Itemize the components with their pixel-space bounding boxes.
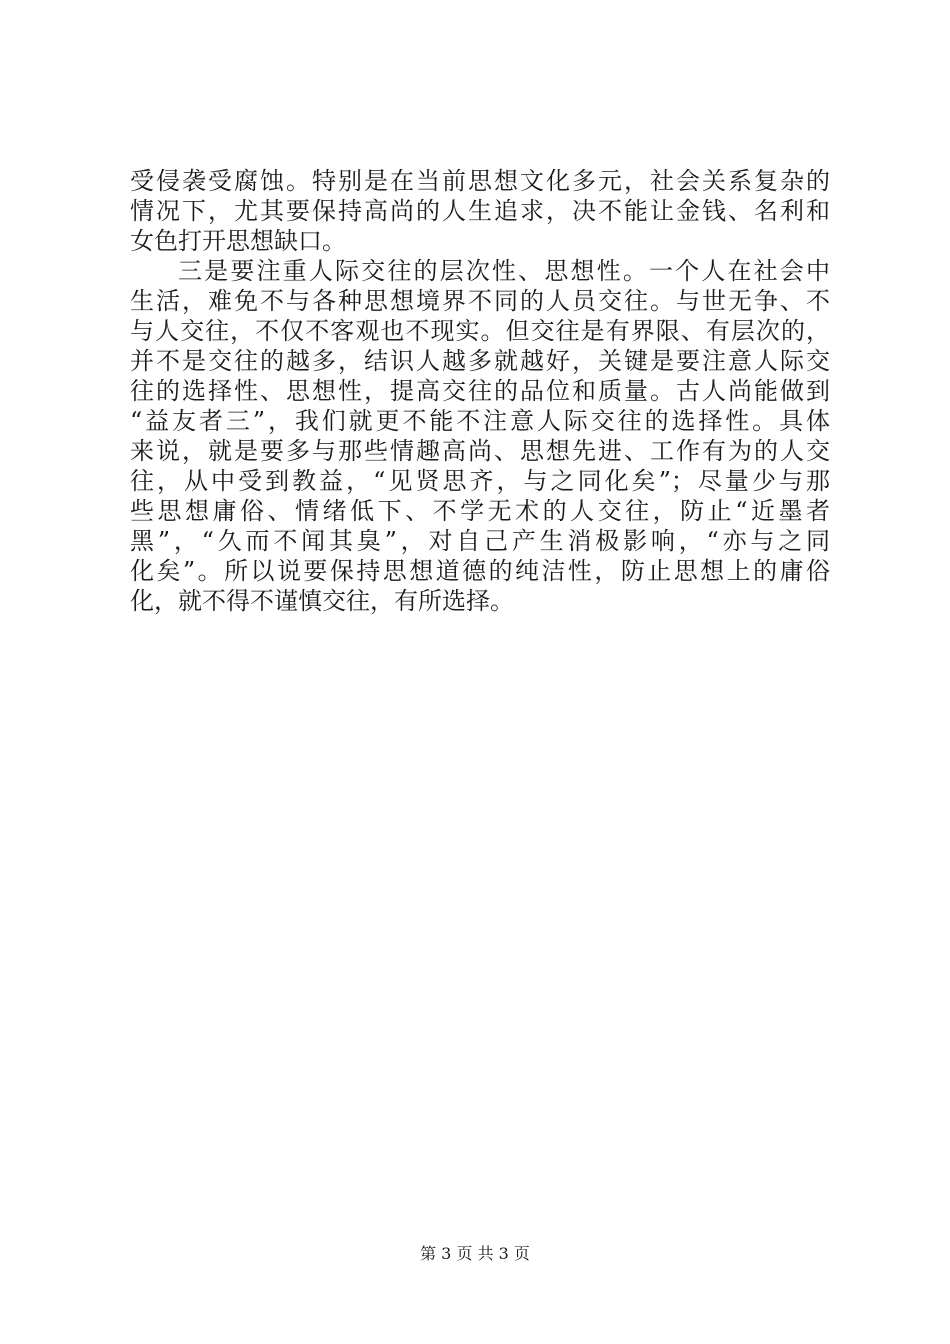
text-line: 往的选择性、思想性，提高交往的品位和质量。古人尚能做到	[130, 377, 830, 405]
text-line: 化，就不得不谨慎交往，有所选择。	[130, 587, 514, 615]
text-line: “益友者三”，我们就更不能不注意人际交往的选择性。具体	[130, 407, 830, 435]
text-line: 来说，就是要多与那些情趣高尚、思想先进、工作有为的人交	[130, 437, 830, 465]
text-line: 生活，难免不与各种思想境界不同的人员交往。与世无争、不	[130, 287, 830, 315]
page-number-footer: 第 3 页 共 3 页	[420, 1244, 530, 1263]
text-line: 与人交往，不仅不客观也不现实。但交往是有界限、有层次的，	[130, 317, 830, 345]
text-line: 情况下，尤其要保持高尚的人生追求，决不能让金钱、名利和	[130, 197, 830, 225]
text-line: 女色打开思想缺口。	[130, 227, 346, 255]
text-line: 往，从中受到教益，“见贤思齐，与之同化矣”；尽量少与那	[130, 467, 830, 495]
text-line: 化矣”。所以说要保持思想道德的纯洁性，防止思想上的庸俗	[130, 557, 830, 585]
text-line: 些思想庸俗、情绪低下、不学无术的人交往，防止“近墨者	[130, 497, 830, 525]
text-line: 并不是交往的越多，结识人越多就越好，关键是要注意人际交	[130, 347, 830, 375]
text-line: 受侵袭受腐蚀。特别是在当前思想文化多元，社会关系复杂的	[130, 167, 830, 195]
document-body	[130, 166, 830, 616]
text-line: 黑”，“久而不闻其臭”，对自己产生消极影响，“亦与之同	[130, 527, 830, 555]
paragraph-first-line: 三是要注重人际交往的层次性、思想性。一个人在社会中	[178, 257, 830, 285]
